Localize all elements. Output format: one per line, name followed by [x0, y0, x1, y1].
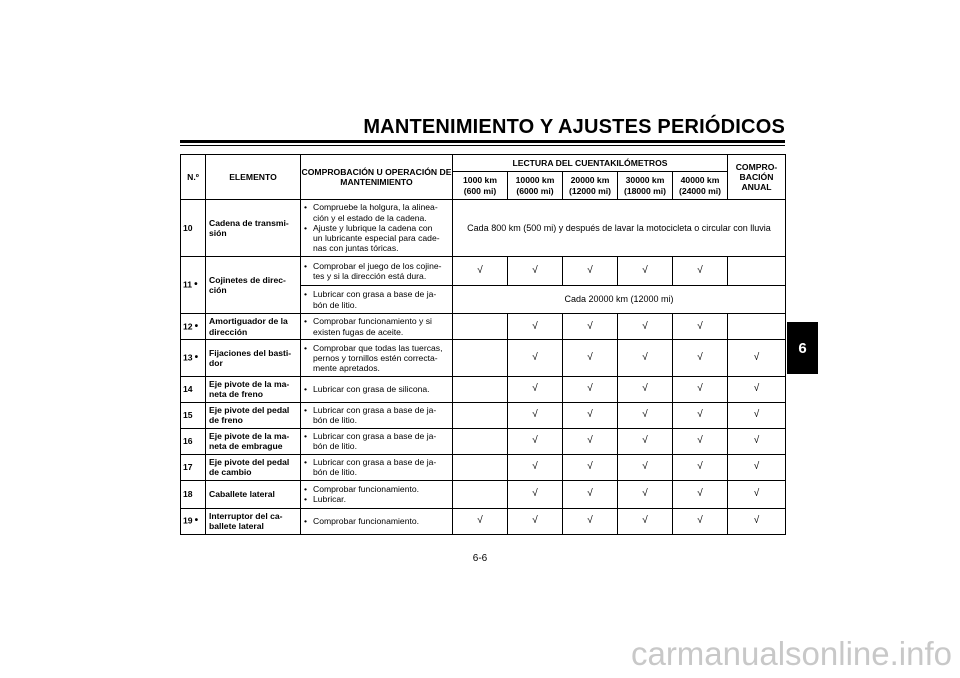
header-odometer: LECTURA DEL CUENTAKILÓMETROS — [453, 155, 728, 172]
check-mark: √ — [508, 402, 563, 428]
check-mark: √ — [618, 340, 673, 377]
check-mark: √ — [563, 428, 618, 454]
check-mark: √ — [673, 402, 728, 428]
interval-mi: (24000 mi) — [678, 185, 722, 196]
check-step: • Lubricar con grasa a base de ja- bón de litio. — [304, 289, 449, 310]
empty-cell — [453, 377, 508, 403]
item-element: Cadena de transmi- sión — [206, 200, 301, 257]
interval-km: 20000 km — [570, 175, 610, 186]
item-element: Amortiguador de la dirección — [206, 314, 301, 340]
item-number — [181, 508, 206, 534]
check-mark: √ — [728, 377, 786, 403]
title-rule — [180, 140, 785, 143]
interval-km: 1000 km — [463, 175, 497, 186]
check-mark: √ — [673, 480, 728, 508]
header-element: ELEMENTO — [206, 155, 301, 200]
item-check — [301, 286, 453, 314]
check-mark: √ — [673, 257, 728, 286]
item-element: Interruptor del ca- ballete lateral — [206, 508, 301, 534]
check-step: • Lubricar con grasa de silicona. — [304, 384, 449, 394]
item-number — [181, 454, 206, 480]
empty-cell — [728, 314, 786, 340]
empty-cell — [453, 340, 508, 377]
header-check: COMPROBACIÓN U OPERACIÓN DE MANTENIMIENTO — [301, 155, 453, 200]
check-mark: √ — [508, 257, 563, 286]
item-number — [181, 428, 206, 454]
interval-km: 10000 km — [515, 175, 555, 186]
check-mark: √ — [618, 480, 673, 508]
empty-cell — [728, 257, 786, 286]
check-mark: √ — [563, 257, 618, 286]
check-mark: √ — [563, 480, 618, 508]
item-element: Eje pivote de la ma- neta de freno — [206, 377, 301, 403]
item-check — [301, 508, 453, 534]
dealer-service-mark: • — [194, 320, 199, 332]
check-mark: √ — [453, 257, 508, 286]
check-mark: √ — [508, 314, 563, 340]
check-step: • Lubricar. — [304, 494, 449, 504]
chapter-tab-label: 6 — [798, 339, 807, 357]
check-mark: √ — [508, 428, 563, 454]
check-step: • Compruebe la holgura, la alinea- ción y el estado de la cadena. — [304, 202, 449, 223]
check-mark: √ — [508, 340, 563, 377]
interval-note: Cada 800 km (500 mi) y después de lavar la motocicleta o circular con lluvia — [453, 200, 786, 257]
check-mark: √ — [673, 428, 728, 454]
check-mark: √ — [728, 480, 786, 508]
header-no: N.º — [181, 155, 206, 200]
item-number-text: 14 — [183, 384, 193, 395]
check-mark: √ — [508, 454, 563, 480]
check-mark: √ — [618, 377, 673, 403]
table-row — [181, 454, 786, 480]
table-row — [181, 257, 786, 286]
interval-mi: (18000 mi) — [623, 185, 667, 196]
table-row — [181, 377, 786, 403]
item-check — [301, 454, 453, 480]
item-number-text: 15 — [183, 409, 193, 420]
check-step: • Comprobar funcionamiento. — [304, 516, 449, 526]
check-step: • Ajuste y lubrique la cadena con un lubricante especial para cade- nas con juntas tóricas. — [304, 223, 449, 254]
empty-cell — [453, 454, 508, 480]
table-row — [181, 200, 786, 257]
check-step: • Comprobar funcionamiento y si existen fugas de aceite. — [304, 316, 449, 337]
item-number-text: 16 — [183, 435, 193, 446]
item-element: Eje pivote del pedal de freno — [206, 402, 301, 428]
item-number — [181, 402, 206, 428]
odometer-interval — [508, 172, 563, 200]
item-number-text: 19 — [183, 515, 193, 526]
check-mark: √ — [728, 454, 786, 480]
item-check — [301, 340, 453, 377]
check-mark: √ — [618, 454, 673, 480]
item-element: Caballete lateral — [206, 480, 301, 508]
check-mark: √ — [673, 508, 728, 534]
check-mark: √ — [728, 402, 786, 428]
check-step: • Comprobar funcionamiento. — [304, 484, 449, 494]
interval-mi: (12000 mi) — [568, 185, 612, 196]
item-check — [301, 480, 453, 508]
interval-mi: (6000 mi) — [516, 185, 554, 196]
item-check — [301, 402, 453, 428]
item-number-text: 12 — [183, 320, 193, 331]
check-mark: √ — [508, 508, 563, 534]
check-mark: √ — [728, 428, 786, 454]
item-number — [181, 257, 206, 314]
check-mark: √ — [673, 340, 728, 377]
dealer-service-mark: • — [194, 515, 199, 527]
item-check — [301, 257, 453, 286]
table-row — [181, 314, 786, 340]
item-element: Eje pivote del pedal de cambio — [206, 454, 301, 480]
check-mark: √ — [508, 377, 563, 403]
item-number-text: 11 — [183, 279, 193, 290]
item-check — [301, 428, 453, 454]
watermark: carmanualsonline.info — [630, 635, 952, 672]
item-number — [181, 200, 206, 257]
odometer-interval — [563, 172, 618, 200]
item-check — [301, 314, 453, 340]
interval-mi: (600 mi) — [463, 185, 497, 196]
table-row — [181, 340, 786, 377]
item-number — [181, 340, 206, 377]
check-mark: √ — [618, 402, 673, 428]
item-number — [181, 480, 206, 508]
check-mark: √ — [508, 480, 563, 508]
interval-km: 30000 km — [625, 175, 665, 186]
table-row — [181, 508, 786, 534]
table-row — [181, 402, 786, 428]
odometer-interval — [618, 172, 673, 200]
check-mark: √ — [563, 454, 618, 480]
interval-note: Cada 20000 km (12000 mi) — [453, 286, 786, 314]
item-number — [181, 377, 206, 403]
item-element: Eje pivote de la ma- neta de embrague — [206, 428, 301, 454]
odometer-interval — [453, 172, 508, 200]
page-number: 6-6 — [472, 553, 488, 564]
item-element: Fijaciones del basti- dor — [206, 340, 301, 377]
check-mark: √ — [563, 314, 618, 340]
check-mark: √ — [453, 508, 508, 534]
chapter-tab — [787, 322, 818, 374]
table-row — [181, 480, 786, 508]
item-number-text: 17 — [183, 461, 193, 472]
check-mark: √ — [563, 340, 618, 377]
interval-km: 40000 km — [680, 175, 720, 186]
check-mark: √ — [673, 314, 728, 340]
dealer-service-mark: • — [194, 279, 198, 290]
check-mark: √ — [673, 454, 728, 480]
item-number-text: 13 — [183, 352, 193, 363]
dealer-service-mark: • — [194, 352, 199, 363]
table-row — [181, 428, 786, 454]
empty-cell — [453, 314, 508, 340]
page-title: MANTENIMIENTO Y AJUSTES PERIÓDICOS — [363, 116, 785, 138]
item-number-text: 18 — [183, 488, 193, 499]
empty-cell — [453, 428, 508, 454]
check-step: • Comprobar el juego de los cojine- tes y si la dirección está dura. — [304, 261, 449, 282]
check-step: • Lubricar con grasa a base de ja- bón de litio. — [304, 431, 449, 452]
check-mark: √ — [673, 377, 728, 403]
empty-cell — [453, 480, 508, 508]
check-mark: √ — [563, 377, 618, 403]
item-check — [301, 377, 453, 403]
item-number-text: 10 — [183, 222, 193, 233]
check-mark: √ — [728, 508, 786, 534]
maintenance-table — [180, 154, 786, 535]
check-mark: √ — [618, 314, 673, 340]
check-step: • Lubricar con grasa a base de ja- bón de litio. — [304, 457, 449, 478]
check-mark: √ — [618, 428, 673, 454]
odometer-interval — [673, 172, 728, 200]
check-mark: √ — [728, 340, 786, 377]
item-number — [181, 314, 206, 340]
check-step: • Comprobar que todas las tuercas, pernos y tornillos estén correcta- mente apretados. — [304, 343, 449, 374]
check-mark: √ — [563, 508, 618, 534]
check-mark: √ — [618, 257, 673, 286]
item-element: Cojinetes de direc- ción — [206, 257, 301, 314]
empty-cell — [453, 402, 508, 428]
check-step: • Lubricar con grasa a base de ja- bón de litio. — [304, 405, 449, 426]
item-check — [301, 200, 453, 257]
check-mark: √ — [563, 402, 618, 428]
check-mark: √ — [618, 508, 673, 534]
title-rule-thin — [180, 145, 785, 146]
header-annual: COMPRO- BACIÓN ANUAL — [728, 155, 786, 200]
